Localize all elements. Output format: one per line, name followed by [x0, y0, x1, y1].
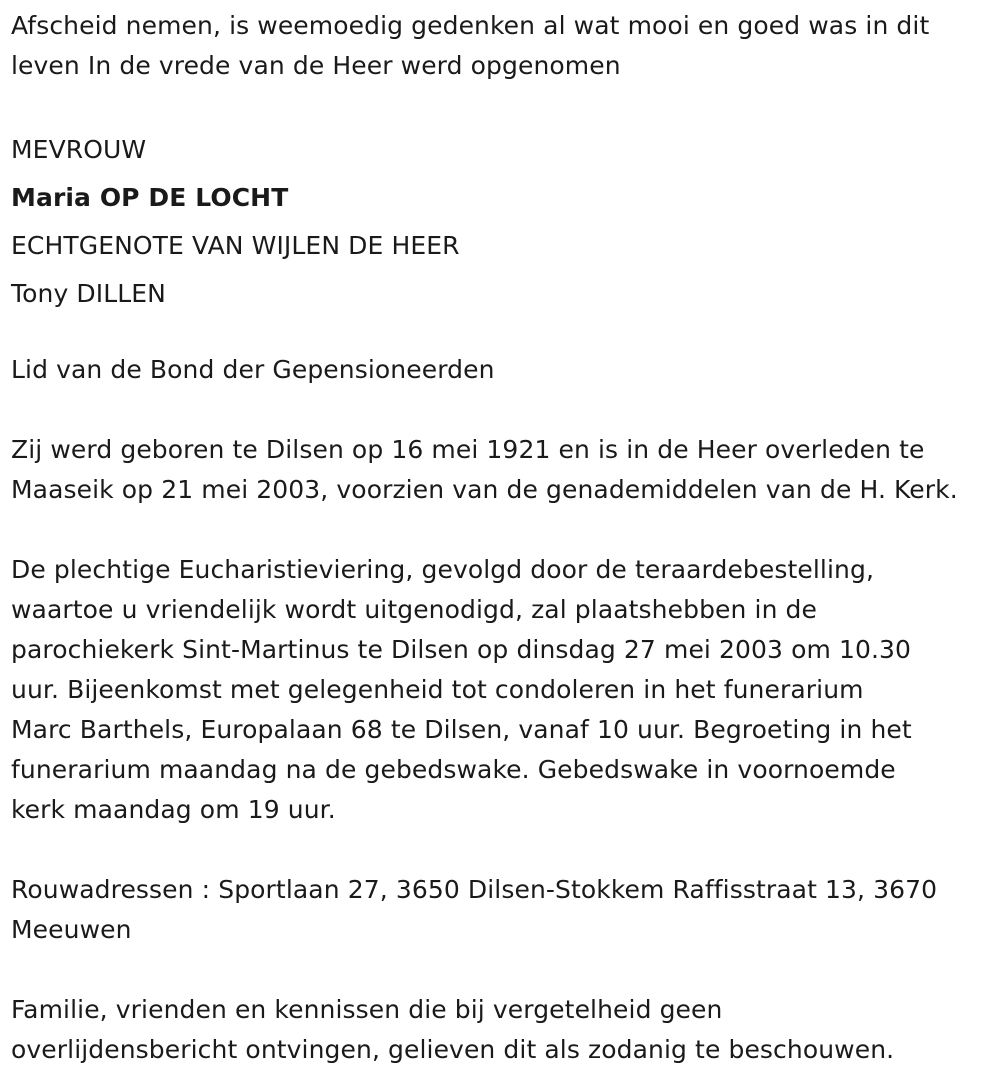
deceased-title: MEVROUW — [11, 135, 147, 164]
deceased-block — [11, 126, 996, 318]
birth-death-paragraph — [11, 430, 996, 510]
ceremony-line: De plechtige Eucharistieviering, gevolgd door de teraardebestelling, — [11, 555, 874, 584]
ceremony-line: kerk maandag om 19 uur. — [11, 795, 336, 824]
deceased-relation: ECHTGENOTE VAN WIJLEN DE HEER — [11, 231, 460, 260]
closing-paragraph — [11, 990, 996, 1070]
closing-line: Familie, vrienden en kennissen die bij vergetelheid geen — [11, 995, 723, 1024]
intro-line: leven In de vrede van de Heer werd opgenomen — [11, 51, 621, 80]
addresses-paragraph — [11, 870, 996, 950]
membership-paragraph — [11, 350, 996, 390]
membership-line: Lid van de Bond der Gepensioneerden — [11, 355, 495, 384]
spouse-name: Tony DILLEN — [11, 279, 166, 308]
addresses-line: Rouwadressen : Sportlaan 27, 3650 Dilsen-Stokkem Raffisstraat 13, 3670 — [11, 875, 938, 904]
ceremony-line: uur. Bijeenkomst met gelegenheid tot condoleren in het funerarium — [11, 675, 864, 704]
ceremony-line: waartoe u vriendelijk wordt uitgenodigd, zal plaatshebben in de — [11, 595, 818, 624]
birth-death-line: Zij werd geboren te Dilsen op 16 mei 1921 en is in de Heer overleden te — [11, 435, 925, 464]
ceremony-line: Marc Barthels, Europalaan 68 te Dilsen, vanaf 10 uur. Begroeting in het — [11, 715, 912, 744]
ceremony-line: funerarium maandag na de gebedswake. Gebedswake in voornoemde — [11, 755, 896, 784]
ceremony-paragraph — [11, 550, 996, 830]
birth-death-line: Maaseik op 21 mei 2003, voorzien van de genademiddelen van de H. Kerk. — [11, 475, 958, 504]
ceremony-line: parochiekerk Sint-Martinus te Dilsen op dinsdag 27 mei 2003 om 10.30 — [11, 635, 912, 664]
addresses-line: Meeuwen — [11, 915, 132, 944]
death-notice — [11, 6, 996, 1070]
intro-paragraph — [11, 6, 996, 86]
intro-line: Afscheid nemen, is weemoedig gedenken al wat mooi en goed was in dit — [11, 11, 930, 40]
closing-line: overlijdensbericht ontvingen, gelieven dit als zodanig te beschouwen. — [11, 1035, 895, 1064]
deceased-name: Maria OP DE LOCHT — [11, 183, 289, 212]
